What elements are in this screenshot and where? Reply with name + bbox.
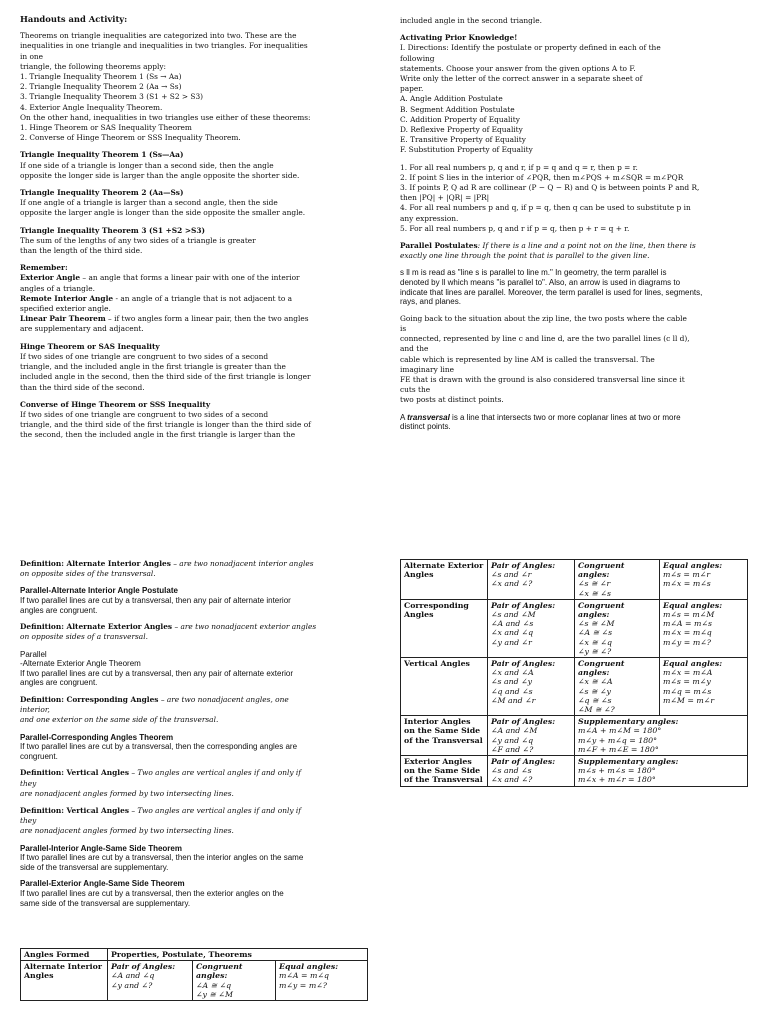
pair-cell-value: ∠A and ∠M bbox=[491, 726, 538, 736]
congruent-cell-value: ∠s ≅ ∠r bbox=[578, 579, 611, 589]
text-line: and the bbox=[400, 344, 429, 354]
text-line: m∠y = m∠? bbox=[279, 980, 327, 990]
equal-cell-value: m∠x = m∠A bbox=[663, 668, 713, 678]
supplementary-cell-value: m∠A + m∠M = 180° bbox=[578, 726, 662, 736]
pair-cell-value: ∠y and ∠r bbox=[491, 637, 532, 647]
text-line: ∠A ≅ ∠q bbox=[196, 980, 232, 990]
text-line: C. Addition Property of Equality bbox=[400, 114, 520, 124]
pair-cell-header: Pair of Angles: bbox=[491, 600, 556, 610]
text-line: If two parallel lines are cut by a transversal, then the interior angles on the same bbox=[20, 853, 304, 863]
pair-cell-value: ∠q and ∠s bbox=[491, 686, 533, 696]
theorem2-title: Triangle Inequality Theorem 2 (Aa—Ss) bbox=[20, 188, 184, 198]
pair-cell-value: ∠x and ∠? bbox=[491, 775, 533, 785]
parallel-postulate-label: Parallel Postulates bbox=[400, 241, 478, 251]
zip-line-text bbox=[400, 314, 752, 406]
transversal-def bbox=[400, 413, 752, 423]
remote-line2: specified exterior angle. bbox=[20, 304, 111, 314]
text-line: two posts at distinct points. bbox=[400, 395, 504, 405]
table-header-properties: Properties, Postulate, Theorems bbox=[108, 949, 368, 961]
text-line: triangle, and the third side of the first triangle is longer than the third side of bbox=[20, 420, 311, 430]
pae-title1: Parallel bbox=[20, 649, 47, 659]
equal-cell bbox=[660, 560, 748, 600]
transversal-post: is a line that intersects two or more coplanar lines at two or more bbox=[449, 412, 681, 422]
pair-cell-value: ∠F and ∠? bbox=[491, 744, 534, 754]
pis-title: Parallel-Interior Angle-Same Side Theorem bbox=[20, 843, 182, 853]
text-line: angles are congruent. bbox=[20, 605, 98, 615]
equal-cell-value: m∠q = m∠s bbox=[663, 686, 712, 696]
row-label: Corresponding Angles bbox=[401, 599, 488, 657]
pes-title: Parallel-Exterior Angle-Same Side Theorem bbox=[20, 879, 185, 889]
congruent-cell-header: Congruent angles: bbox=[578, 561, 625, 580]
supplementary-cell-value: m∠F + m∠E = 180° bbox=[578, 744, 659, 754]
def-vertical-1-rest: – Two angles are vertical angles if and only if bbox=[128, 768, 301, 778]
congruent-cell-value: ∠A ≅ ∠s bbox=[578, 628, 613, 638]
pes-text bbox=[20, 889, 372, 908]
text-line: Going back to the situation about the zip line, the two posts where the cable bbox=[400, 313, 687, 323]
def-alt-exterior-line2: on opposite sides of a transversal. bbox=[20, 632, 148, 642]
pair-cell-header: Pair of Angles: bbox=[491, 659, 556, 669]
equal-cell bbox=[276, 961, 368, 1001]
equal-cell-value: m∠s = m∠y bbox=[663, 677, 711, 687]
theorem2-text bbox=[20, 198, 372, 218]
text-line: any expression. bbox=[400, 213, 459, 223]
text-line: triangle, the following theorems apply: bbox=[20, 61, 167, 71]
equal-cell-header: Equal angles: bbox=[663, 561, 723, 570]
text-line: inequalities in one triangle and inequalities in two triangles. For inequalities bbox=[20, 41, 308, 51]
text-line: they bbox=[20, 778, 37, 788]
angle-pairs-body bbox=[401, 560, 748, 787]
row-label: Alternate Exterior Angles bbox=[401, 560, 488, 600]
congruent-cell-value: ∠y ≅ ∠? bbox=[578, 646, 612, 656]
pair-cell bbox=[488, 756, 575, 787]
pair-cell-value: ∠s and ∠M bbox=[491, 610, 536, 620]
equal-cell-value: m∠y = m∠? bbox=[663, 637, 711, 647]
pca-text bbox=[20, 742, 372, 761]
congruent-cell-value: ∠x ≅ ∠q bbox=[578, 637, 612, 647]
text-line: 5. For all real numbers p, q and r if p = q, then p + r = q + r. bbox=[400, 223, 630, 233]
def-vertical-2 bbox=[20, 806, 372, 816]
text-line: indicate that lines are parallel. Moreover, the term parallel is used for lines, segments, bbox=[400, 287, 703, 297]
pair-cell bbox=[108, 961, 193, 1001]
page-heading: Handouts and Activity: bbox=[20, 14, 128, 24]
supplementary-cell-value: m∠y + m∠q = 180° bbox=[578, 735, 658, 745]
text-line: triangle, and the included angle in the first triangle is greater than the bbox=[20, 362, 286, 372]
pair-cell-value: ∠x and ∠? bbox=[491, 579, 533, 589]
text-line: than the third side of the second. bbox=[20, 382, 145, 392]
def-vertical-1 bbox=[20, 768, 372, 778]
supplementary-cell-header: Supplementary angles: bbox=[578, 757, 679, 767]
hinge-text bbox=[20, 352, 372, 393]
pair-cell-value: ∠s and ∠s bbox=[491, 766, 532, 776]
pair-header: Pair of Angles: bbox=[111, 962, 176, 972]
table-header-angles: Angles Formed bbox=[21, 949, 108, 961]
text-line: is bbox=[400, 324, 407, 334]
linear-line2: are supplementary and adjacent. bbox=[20, 324, 144, 334]
def-alt-interior-rest: – are two nonadjacent interior angles bbox=[170, 559, 314, 568]
def-corresponding-term: Definition: Corresponding Angles bbox=[20, 694, 159, 704]
alt-interior-table bbox=[20, 948, 368, 1001]
text-line: Write only the letter of the correct answer in a separate sheet of bbox=[400, 74, 643, 84]
text-line: ∠A and ∠q bbox=[111, 971, 155, 981]
text-line: If two parallel lines are cut by a transversal, then the corresponding angles are bbox=[20, 742, 298, 752]
congruent-cell-header: Congruent angles: bbox=[578, 659, 625, 678]
text-line: If one side of a triangle is longer than a second side, then the angle bbox=[20, 160, 274, 170]
def-vertical-2-term: Definition: Vertical Angles bbox=[20, 805, 129, 815]
pae-text bbox=[20, 669, 372, 688]
congruent-cell bbox=[575, 599, 660, 657]
pair-cell-value: ∠x and ∠A bbox=[491, 668, 534, 678]
equal-header: Equal angles: bbox=[279, 962, 339, 972]
equal-cell-value: m∠s = m∠M bbox=[663, 610, 715, 620]
text-line: I. Directions: Identify the postulate or property defined in each of the bbox=[400, 43, 661, 53]
remote-interior-def bbox=[20, 294, 372, 304]
def-vertical-2-rest: – Two angles are vertical angles if and only if bbox=[128, 805, 301, 815]
text-line: FE that is drawn with the ground is also considered transversal line since it bbox=[400, 375, 685, 385]
table-row-label: Alternate Interior Angles bbox=[21, 961, 108, 1001]
text-line: and one exterior on the same side of the transversal. bbox=[20, 715, 219, 725]
text-line: same side of the transversal are supplementary. bbox=[20, 898, 191, 908]
equal-values bbox=[279, 971, 364, 989]
equal-cell-value: m∠A = m∠s bbox=[663, 619, 712, 629]
congruent-header: Congruent angles: bbox=[196, 962, 243, 981]
prior-knowledge-title: Activating Prior Knowledge! bbox=[400, 33, 518, 43]
equal-cell bbox=[660, 599, 748, 657]
text-line: If two sides of one triangle are congruent to two sides of a second bbox=[20, 409, 269, 419]
equal-cell-value: m∠s = m∠r bbox=[663, 570, 711, 580]
converse-hinge-title: Converse of Hinge Theorem or SSS Inequality bbox=[20, 399, 211, 409]
transversal-pre: A bbox=[400, 412, 408, 422]
def-vertical-2-lines bbox=[20, 816, 372, 836]
congruent-values bbox=[196, 981, 272, 999]
pair-values bbox=[111, 971, 189, 989]
parallel-postulate-line1: : If there is a line and a point not on the line, then there is bbox=[477, 241, 696, 251]
def-alt-exterior-rest: – are two nonadjacent exterior angles bbox=[172, 622, 317, 632]
text-line: denoted by ll which means "is parallel to". Also, an arrow is used in diagrams to bbox=[400, 278, 681, 288]
pair-cell-header: Pair of Angles: bbox=[491, 561, 556, 570]
angle-pairs-table bbox=[400, 559, 748, 787]
def-corresponding-lines bbox=[20, 705, 372, 725]
table-row bbox=[401, 599, 748, 657]
congruent-cell-value: ∠x ≅ ∠s bbox=[578, 588, 611, 598]
equal-cell-value: m∠x = m∠q bbox=[663, 628, 712, 638]
text-line: congruent. bbox=[20, 751, 58, 761]
text-line: cable which is represented by line AM is called the transversal. The bbox=[400, 354, 655, 364]
intro-block bbox=[20, 31, 372, 143]
pair-cell-header: Pair of Angles: bbox=[491, 717, 556, 727]
congruent-cell-value: ∠s ≅ ∠y bbox=[578, 686, 611, 696]
text-line: B. Segment Addition Postulate bbox=[400, 104, 515, 114]
text-line: 1. Triangle Inequality Theorem 1 (Ss → Aa) bbox=[20, 72, 182, 82]
def-alt-exterior bbox=[20, 622, 372, 632]
row-label: Exterior Angles on the Same Side of the Transversal bbox=[401, 756, 488, 787]
equal-cell-value: m∠M = m∠r bbox=[663, 695, 715, 705]
text-line: s ll m is read as "line s is parallel to line m." In geometry, the term parallel is bbox=[400, 268, 667, 278]
def-vertical-1-lines bbox=[20, 779, 372, 799]
table-row bbox=[401, 716, 748, 756]
def-corresponding-rest: – are two nonadjacent angles, one bbox=[158, 694, 289, 704]
pair-cell-value: ∠y and ∠q bbox=[491, 735, 534, 745]
row-label: Vertical Angles bbox=[401, 658, 488, 716]
text-line: If two sides of one triangle are congruent to two sides of a second bbox=[20, 351, 269, 361]
def-alt-interior bbox=[20, 559, 372, 569]
pair-cell-value: ∠x and ∠q bbox=[491, 628, 534, 638]
congruent-cell-value: ∠M ≅ ∠? bbox=[578, 705, 615, 715]
table-row bbox=[401, 560, 748, 600]
pair-cell-value: ∠A and ∠s bbox=[491, 619, 534, 629]
congruent-cell-value: ∠x ≅ ∠A bbox=[578, 677, 613, 687]
pair-cell-header: Pair of Angles: bbox=[491, 757, 556, 767]
def-vertical-1-term: Definition: Vertical Angles bbox=[20, 768, 129, 778]
text-line: A. Angle Addition Postulate bbox=[400, 94, 503, 104]
text-line: E. Transitive Property of Equality bbox=[400, 135, 526, 145]
parallel-postulate bbox=[400, 241, 752, 251]
text-line: D. Reflexive Property of Equality bbox=[400, 125, 523, 135]
pair-cell bbox=[488, 716, 575, 756]
transversal-line2: distinct points. bbox=[400, 422, 451, 432]
def-corresponding bbox=[20, 695, 372, 705]
question-items bbox=[400, 163, 752, 234]
equal-cell-header: Equal angles: bbox=[663, 600, 723, 610]
hinge-title: Hinge Theorem or SAS Inequality bbox=[20, 341, 160, 351]
congruent-cell-value: ∠q ≅ ∠s bbox=[578, 695, 612, 705]
row-label: Interior Angles on the Same Side of the Transversal bbox=[401, 716, 488, 756]
text-line: angles are congruent. bbox=[20, 678, 98, 688]
text-line: 2. Triangle Inequality Theorem 2 (Aa → Ss) bbox=[20, 82, 182, 92]
equal-cell-header: Equal angles: bbox=[663, 659, 723, 669]
exterior-angle-line2: angles of a triangle. bbox=[20, 283, 95, 293]
text-line: If two parallel lines are cut by a transversal, then any pair of alternate exterior bbox=[20, 668, 294, 678]
text-line: If two parallel lines are cut by a transversal, then the exterior angles on the bbox=[20, 888, 284, 898]
table-row bbox=[401, 658, 748, 716]
exterior-angle-def bbox=[20, 273, 372, 283]
text-line: cuts the bbox=[400, 385, 431, 395]
text-line: opposite the larger angle is longer than the side opposite the smaller angle. bbox=[20, 208, 306, 218]
parallel-notation-text bbox=[400, 268, 752, 306]
linear-pair-def bbox=[20, 314, 372, 324]
text-line: included angle in the second, then the third side of the first triangle is longer bbox=[20, 372, 311, 382]
text-line: the second, then the included angle in the first triangle is larger than the bbox=[20, 430, 296, 440]
congruent-cell bbox=[193, 961, 276, 1001]
text-line: interior, bbox=[20, 705, 50, 715]
pai-title: Parallel-Alternate Interior Angle Postulate bbox=[20, 586, 178, 596]
text-line: F. Substitution Property of Equality bbox=[400, 145, 533, 155]
theorem3-title: Triangle Inequality Theorem 3 (S1 +S2 >S3) bbox=[20, 225, 206, 235]
supplementary-cell bbox=[575, 756, 748, 787]
text-line: If one angle of a triangle is larger than a second angle, then the side bbox=[20, 198, 278, 208]
text-line: following bbox=[400, 53, 435, 63]
equal-cell-value: m∠x = m∠s bbox=[663, 579, 711, 589]
text-line: ∠y and ∠? bbox=[111, 980, 153, 990]
remote-line1: - an angle of a triangle that is not adjacent to a bbox=[113, 293, 293, 303]
text-line: Theorems on triangle inequalities are categorized into two. These are the bbox=[20, 31, 297, 41]
text-line: statements. Choose your answer from the given options A to F. bbox=[400, 63, 636, 73]
converse-hinge-text bbox=[20, 410, 372, 441]
text-line: If two parallel lines are cut by a transversal, then any pair of alternate interior bbox=[20, 596, 291, 605]
pair-cell-value: ∠s and ∠y bbox=[491, 677, 533, 687]
left-top-column bbox=[20, 14, 372, 441]
pair-cell-value: ∠M and ∠r bbox=[491, 695, 536, 705]
text-line: connected, represented by line c and line d, are the two parallel lines (c ll d), bbox=[400, 334, 690, 344]
answer-options bbox=[400, 94, 752, 155]
equal-cell bbox=[660, 658, 748, 716]
pair-cell bbox=[488, 658, 575, 716]
pis-text bbox=[20, 853, 372, 872]
pair-cell bbox=[488, 560, 575, 600]
def-alt-exterior-term: Definition: Alternate Exterior Angles bbox=[20, 622, 173, 632]
pair-cell bbox=[488, 599, 575, 657]
exterior-angle-line1: – an angle that forms a linear pair with one of the interior bbox=[80, 273, 300, 283]
text-line: On the other hand, inequalities in two triangles use either of these theorems: bbox=[20, 112, 311, 122]
text-line: The sum of the lengths of any two sides of a triangle is greater bbox=[20, 235, 256, 245]
pca-title: Parallel-Corresponding Angles Theorem bbox=[20, 732, 174, 742]
supplementary-cell-value: m∠x + m∠r = 180° bbox=[578, 775, 656, 785]
pair-cell-value: ∠s and ∠r bbox=[491, 570, 532, 580]
congruent-cell-value: ∠s ≅ ∠M bbox=[578, 619, 615, 629]
transversal-term: transversal bbox=[407, 412, 450, 422]
text-line: are nonadjacent angles formed by two intersecting lines. bbox=[20, 826, 234, 836]
text-line: 3. Triangle Inequality Theorem 3 (S1 + S2 > S3) bbox=[20, 92, 204, 102]
parallel-postulate-line2: exactly one line through the point that is parallel to the given line. bbox=[400, 251, 650, 261]
text-line: side of the transversal are supplementary. bbox=[20, 862, 169, 872]
prior-directions bbox=[400, 43, 752, 94]
continued-line: included angle in the second triangle. bbox=[400, 16, 542, 25]
theorem1-title: Triangle Inequality Theorem 1 (Ss—Aa) bbox=[20, 150, 184, 160]
def-alt-interior-line2: on opposite sides of the transversal. bbox=[20, 569, 156, 579]
def-alt-interior-term: Definition: Alternate Interior Angles bbox=[20, 559, 171, 568]
text-line: 1. Hinge Theorem or SAS Inequality Theorem bbox=[20, 123, 192, 133]
remember-title: Remember: bbox=[20, 263, 68, 273]
linear-pair-term: Linear Pair Theorem bbox=[20, 314, 106, 324]
pai-text bbox=[20, 596, 372, 615]
linear-line1: – if two angles form a linear pair, then the two angles bbox=[105, 314, 309, 324]
text-line: 2. Converse of Hinge Theorem or SSS Inequality Theorem. bbox=[20, 133, 241, 143]
exterior-angle-term: Exterior Angle bbox=[20, 273, 81, 283]
remote-interior-term: Remote Interior Angle bbox=[20, 293, 114, 303]
congruent-cell-header: Congruent angles: bbox=[578, 600, 625, 620]
text-line: imaginary line bbox=[400, 364, 454, 374]
right-top-column bbox=[400, 16, 752, 432]
text-line: paper. bbox=[400, 84, 424, 94]
left-bottom-column bbox=[20, 559, 372, 908]
supplementary-cell bbox=[575, 716, 748, 756]
table-row bbox=[401, 756, 748, 787]
text-line: are nonadjacent angles formed by two intersecting lines. bbox=[20, 788, 234, 798]
text-line: 4. Exterior Angle Inequality Theorem. bbox=[20, 102, 163, 112]
text-line: than the length of the third side. bbox=[20, 246, 143, 256]
congruent-cell bbox=[575, 560, 660, 600]
congruent-cell bbox=[575, 658, 660, 716]
text-line: in one bbox=[20, 51, 44, 61]
text-line: then |PQ| + |QR| = |PR| bbox=[400, 193, 490, 203]
text-line: 2. If point S lies in the interior of ∠PQR, then m∠PQS + m∠SQR = m∠PQR bbox=[400, 172, 684, 182]
text-line: 4. For all real numbers p and q, if p = q, then q can be used to substitute p in bbox=[400, 203, 691, 213]
text-line: ∠y ≅ ∠M bbox=[196, 989, 233, 999]
text-line: rays, and planes. bbox=[400, 297, 461, 307]
theorem3-text bbox=[20, 236, 372, 256]
supplementary-cell-value: m∠s + m∠s = 180° bbox=[578, 766, 656, 776]
pae-title2: -Alternate Exterior Angle Theorem bbox=[20, 659, 141, 669]
theorem1-text bbox=[20, 161, 372, 181]
text-line: 1. For all real numbers p, q and r, if p = q and q = r, then p = r. bbox=[400, 162, 638, 172]
text-line: they bbox=[20, 816, 37, 826]
text-line: 3. If points P, Q ad R are collinear (P − Q − R) and Q is between points P and R, bbox=[400, 183, 700, 193]
text-line: m∠A = m∠q bbox=[279, 971, 329, 981]
text-line: opposite the longer side is larger than the angle opposite the shorter side. bbox=[20, 170, 300, 180]
supplementary-cell-header: Supplementary angles: bbox=[578, 717, 679, 727]
